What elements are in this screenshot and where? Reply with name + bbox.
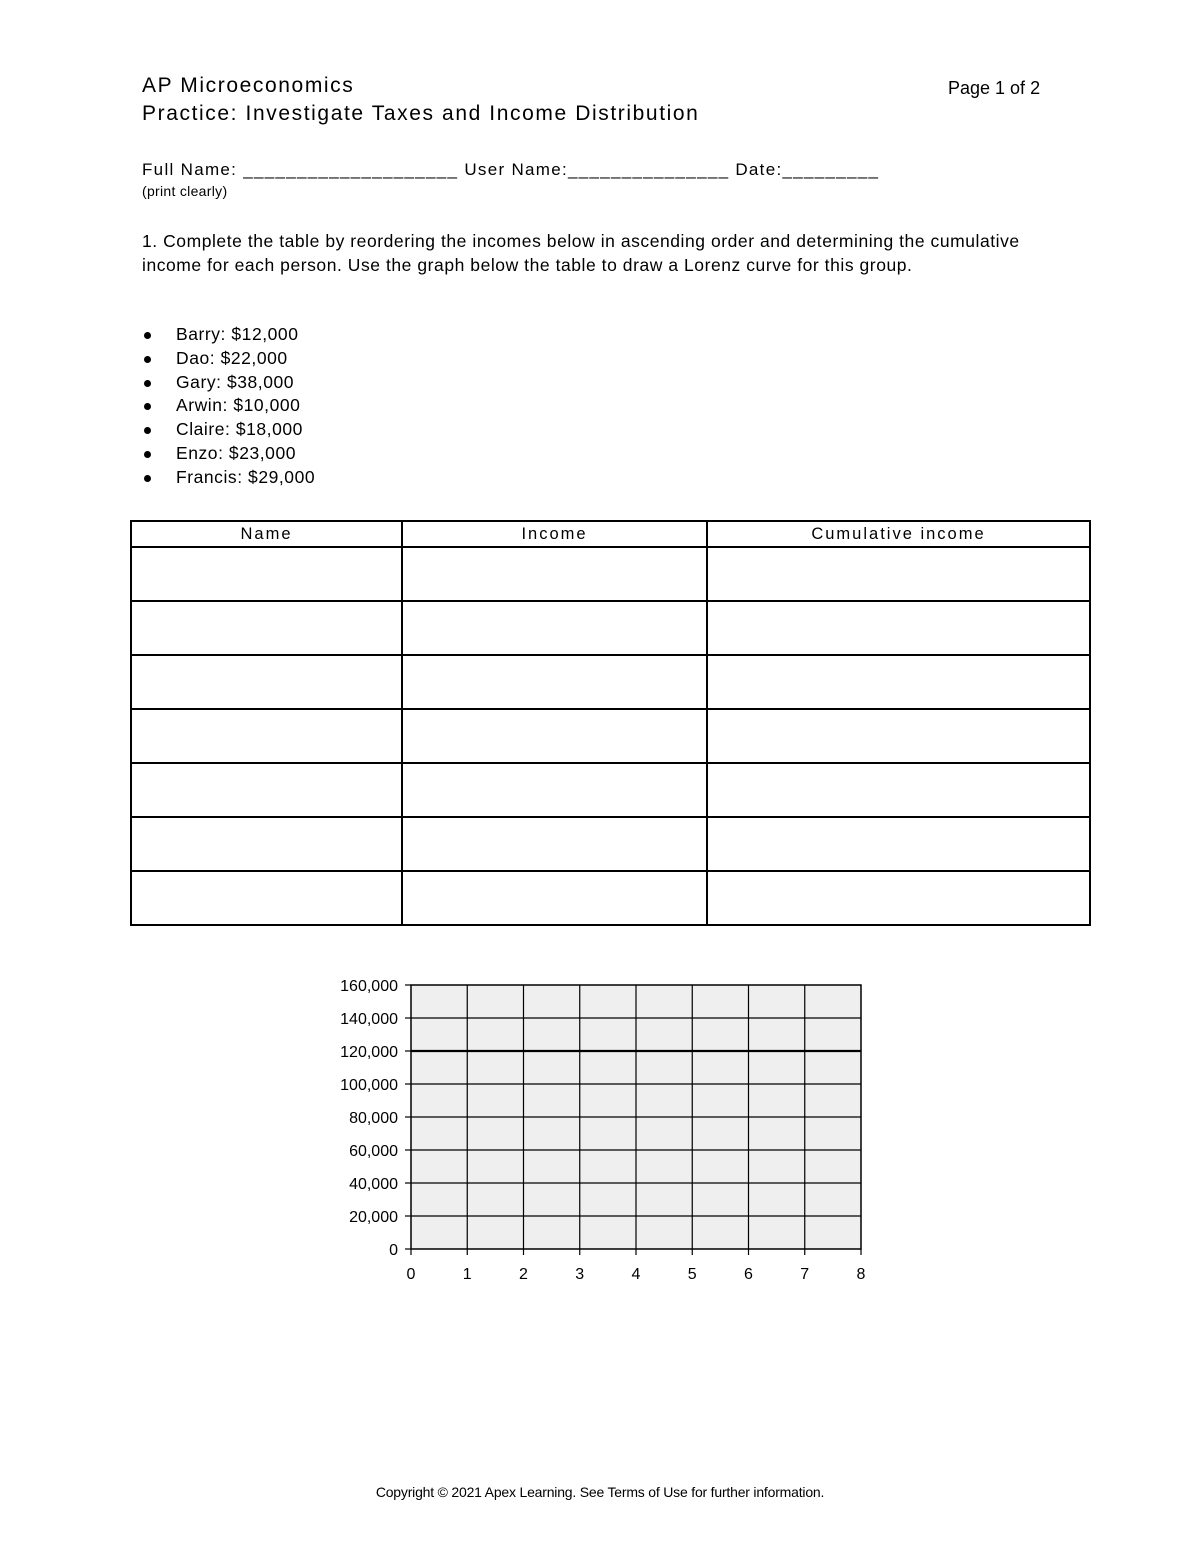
header-cumulative-income: Cumulative income bbox=[707, 521, 1090, 547]
income-cell[interactable] bbox=[402, 601, 707, 655]
table-row bbox=[131, 655, 1090, 709]
copyright-footer: Copyright © 2021 Apex Learning. See Terms of Use for further information. bbox=[375, 1484, 825, 1500]
name-cell[interactable] bbox=[131, 709, 402, 763]
income-cell[interactable] bbox=[402, 655, 707, 709]
y-tick-label: 40,000 bbox=[349, 1176, 398, 1193]
x-tick-label: 5 bbox=[687, 1266, 697, 1283]
y-tick-label: 160,000 bbox=[340, 978, 398, 995]
header-income: Income bbox=[402, 521, 707, 547]
list-item: Dao: $22,000 bbox=[142, 347, 315, 371]
cumulative-income-cell[interactable] bbox=[707, 709, 1090, 763]
cumulative-income-cell[interactable] bbox=[707, 655, 1090, 709]
x-tick-label: 4 bbox=[631, 1266, 641, 1283]
lorenz-curve-graph bbox=[300, 970, 880, 1290]
name-cell[interactable] bbox=[131, 655, 402, 709]
x-tick-label: 6 bbox=[744, 1266, 753, 1283]
bullet-icon bbox=[144, 403, 151, 410]
income-cell[interactable] bbox=[402, 709, 707, 763]
list-item: Gary: $38,000 bbox=[142, 371, 315, 395]
x-tick-label: 8 bbox=[856, 1266, 866, 1283]
cumulative-income-cell[interactable] bbox=[707, 547, 1090, 601]
name-cell[interactable] bbox=[131, 871, 402, 925]
name-cell[interactable] bbox=[131, 763, 402, 817]
bullet-icon bbox=[144, 475, 151, 482]
print-clearly-note: (print clearly) bbox=[142, 183, 228, 199]
course-title: AP Microeconomics bbox=[142, 74, 355, 97]
page-number: Page 1 of 2 bbox=[948, 78, 1041, 98]
cumulative-income-cell[interactable] bbox=[707, 817, 1090, 871]
x-tick-label: 2 bbox=[519, 1266, 528, 1283]
list-item: Arwin: $10,000 bbox=[142, 394, 315, 418]
name-cell[interactable] bbox=[131, 547, 402, 601]
cumulative-income-cell[interactable] bbox=[707, 763, 1090, 817]
x-tick-label: 1 bbox=[462, 1266, 472, 1283]
bullet-icon bbox=[144, 332, 151, 339]
x-tick-label: 7 bbox=[800, 1266, 810, 1283]
bullet-icon bbox=[144, 356, 151, 363]
x-tick-label: 3 bbox=[575, 1266, 585, 1283]
table-row bbox=[131, 871, 1090, 925]
cumulative-income-cell[interactable] bbox=[707, 601, 1090, 655]
table-row bbox=[131, 709, 1090, 763]
table-row bbox=[131, 547, 1090, 601]
income-table bbox=[130, 520, 1091, 926]
income-cell[interactable] bbox=[402, 763, 707, 817]
list-item: Claire: $18,000 bbox=[142, 418, 315, 442]
income-cell[interactable] bbox=[402, 871, 707, 925]
income-list bbox=[142, 323, 315, 490]
x-tick-label: 0 bbox=[406, 1266, 416, 1283]
name-cell[interactable] bbox=[131, 817, 402, 871]
assignment-title: Practice: Investigate Taxes and Income Distribution bbox=[142, 102, 700, 125]
income-cell[interactable] bbox=[402, 817, 707, 871]
y-tick-label: 80,000 bbox=[349, 1110, 398, 1127]
header-name: Name bbox=[131, 521, 402, 547]
table-header-row bbox=[131, 521, 1090, 547]
list-item: Francis: $29,000 bbox=[142, 466, 315, 490]
bullet-icon bbox=[144, 380, 151, 387]
list-item: Enzo: $23,000 bbox=[142, 442, 315, 466]
bullet-icon bbox=[144, 451, 151, 458]
student-info-line: Full Name: ____________________ User Name:_______________ Date:_________ bbox=[142, 160, 880, 179]
y-tick-label: 100,000 bbox=[340, 1077, 398, 1094]
y-tick-label: 120,000 bbox=[340, 1044, 398, 1061]
table-row bbox=[131, 817, 1090, 871]
name-cell[interactable] bbox=[131, 601, 402, 655]
question-1: 1. Complete the table by reordering the incomes below in ascending order and determining the cumulative income for each person. Use the graph below the table to draw a Lorenz curve for this group. bbox=[142, 231, 1020, 275]
table-body bbox=[131, 547, 1090, 925]
cumulative-income-cell[interactable] bbox=[707, 871, 1090, 925]
table-row bbox=[131, 601, 1090, 655]
income-cell[interactable] bbox=[402, 547, 707, 601]
y-tick-label: 140,000 bbox=[340, 1011, 398, 1028]
y-tick-label: 20,000 bbox=[349, 1209, 398, 1226]
table-row bbox=[131, 763, 1090, 817]
y-tick-label: 60,000 bbox=[349, 1143, 398, 1160]
list-item: Barry: $12,000 bbox=[142, 323, 315, 347]
bullet-icon bbox=[144, 427, 151, 434]
y-tick-label: 0 bbox=[389, 1242, 398, 1259]
